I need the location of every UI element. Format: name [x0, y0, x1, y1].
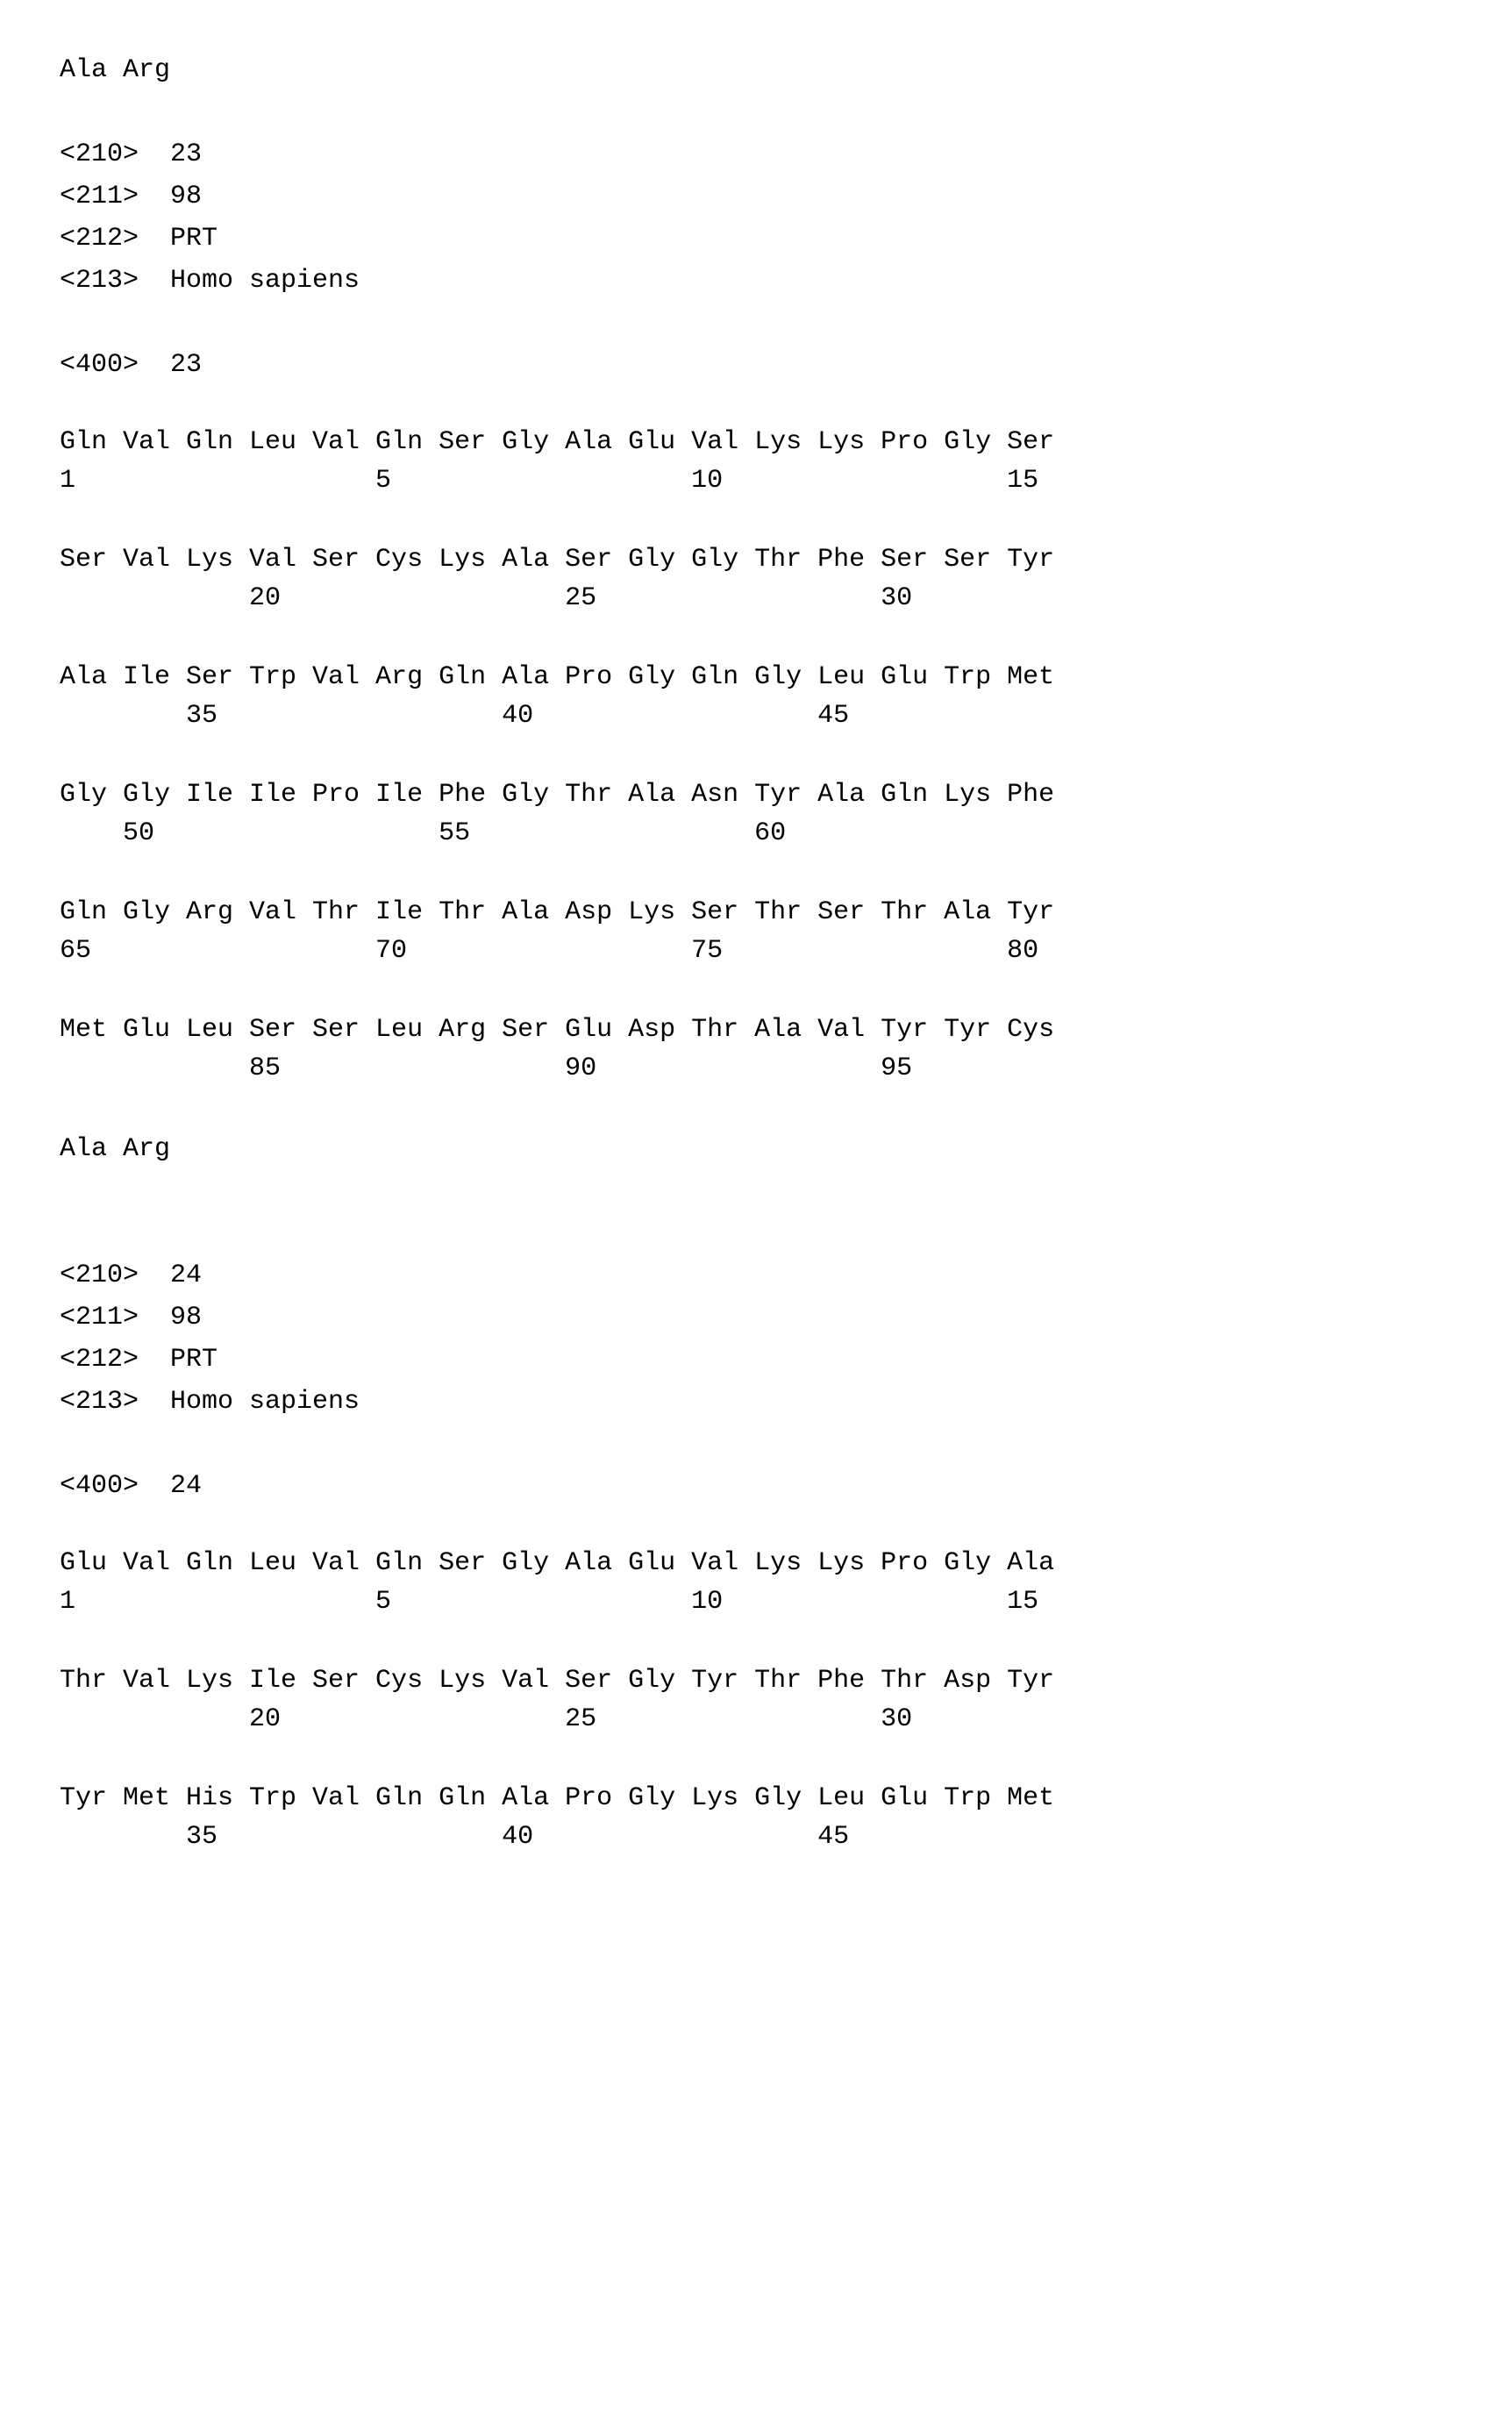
sequence-residues: Glu Val Gln Leu Val Gln Ser Gly Ala Glu Val Lys Lys Pro Gly Ala [60, 1548, 1055, 1578]
tag-213: <213> Homo sapiens [60, 1387, 360, 1417]
sequence-row [60, 423, 1459, 500]
spacer [60, 1170, 1459, 1254]
tag-213: <213> Homo sapiens [60, 266, 360, 296]
sequence-residues: Tyr Met His Trp Val Gln Gln Ala Pro Gly Lys Gly Leu Glu Trp Met [60, 1783, 1055, 1813]
entry-23-sequence [60, 423, 1459, 1088]
sequence-numbering: 1 5 10 15 [60, 466, 1039, 496]
tag-211: <211> 98 [60, 182, 203, 211]
sequence-row [60, 1011, 1459, 1088]
sequence-numbering: 20 25 30 [60, 1704, 913, 1734]
spacer [60, 91, 1459, 133]
tag-210: <210> 24 [60, 1261, 203, 1290]
tag-210: <210> 23 [60, 139, 203, 169]
entry-24-sequence-header: <400> 24 [60, 1471, 203, 1501]
sequence-row [60, 1544, 1459, 1621]
entry-23-tag-block [60, 133, 1459, 302]
sequence-row [60, 540, 1459, 618]
sequence-residues: Ala Ile Ser Trp Val Arg Gln Ala Pro Gly Gln Gly Leu Glu Trp Met [60, 662, 1055, 692]
sequence-residues: Ser Val Lys Val Ser Cys Lys Ala Ser Gly Gly Thr Phe Ser Ser Tyr [60, 545, 1055, 575]
sequence-numbering: 50 55 60 [60, 818, 787, 848]
sequence-residues: Gln Val Gln Leu Val Gln Ser Gly Ala Glu Val Lys Lys Pro Gly Ser [60, 427, 1055, 457]
sequence-residues: Gly Gly Ile Ile Pro Ile Phe Gly Thr Ala Asn Tyr Ala Gln Lys Phe [60, 780, 1055, 810]
sequence-row [60, 1779, 1459, 1856]
sequence-residues: Gln Gly Arg Val Thr Ile Thr Ala Asp Lys Ser Thr Ser Thr Ala Tyr [60, 897, 1055, 927]
document-body [60, 49, 1459, 1856]
sequence-numbering: 35 40 45 [60, 1822, 850, 1852]
tag-211: <211> 98 [60, 1303, 203, 1332]
sequence-residues: Thr Val Lys Ile Ser Cys Lys Val Ser Gly Tyr Thr Phe Thr Asp Tyr [60, 1666, 1055, 1696]
sequence-row [60, 893, 1459, 970]
sequence-row [60, 1661, 1459, 1739]
continuation-trailer: Ala Arg [60, 55, 171, 85]
entry-23-trailer: Ala Arg [60, 1134, 171, 1164]
sequence-numbering: 65 70 75 80 [60, 936, 1039, 966]
sequence-numbering: 1 5 10 15 [60, 1587, 1039, 1617]
entry-24-tag-block [60, 1254, 1459, 1423]
sequence-numbering: 20 25 30 [60, 583, 913, 613]
sequence-residues: Met Glu Leu Ser Ser Leu Arg Ser Glu Asp Thr Ala Val Tyr Tyr Cys [60, 1015, 1055, 1045]
spacer [60, 302, 1459, 344]
sequence-numbering: 85 90 95 [60, 1053, 913, 1083]
entry-24-sequence [60, 1544, 1459, 1856]
spacer [60, 1423, 1459, 1465]
sequence-row [60, 775, 1459, 853]
tag-212: <212> PRT [60, 1345, 218, 1375]
sequence-numbering: 35 40 45 [60, 701, 850, 731]
sequence-row [60, 658, 1459, 735]
entry-23-sequence-header: <400> 23 [60, 350, 203, 380]
tag-212: <212> PRT [60, 224, 218, 254]
